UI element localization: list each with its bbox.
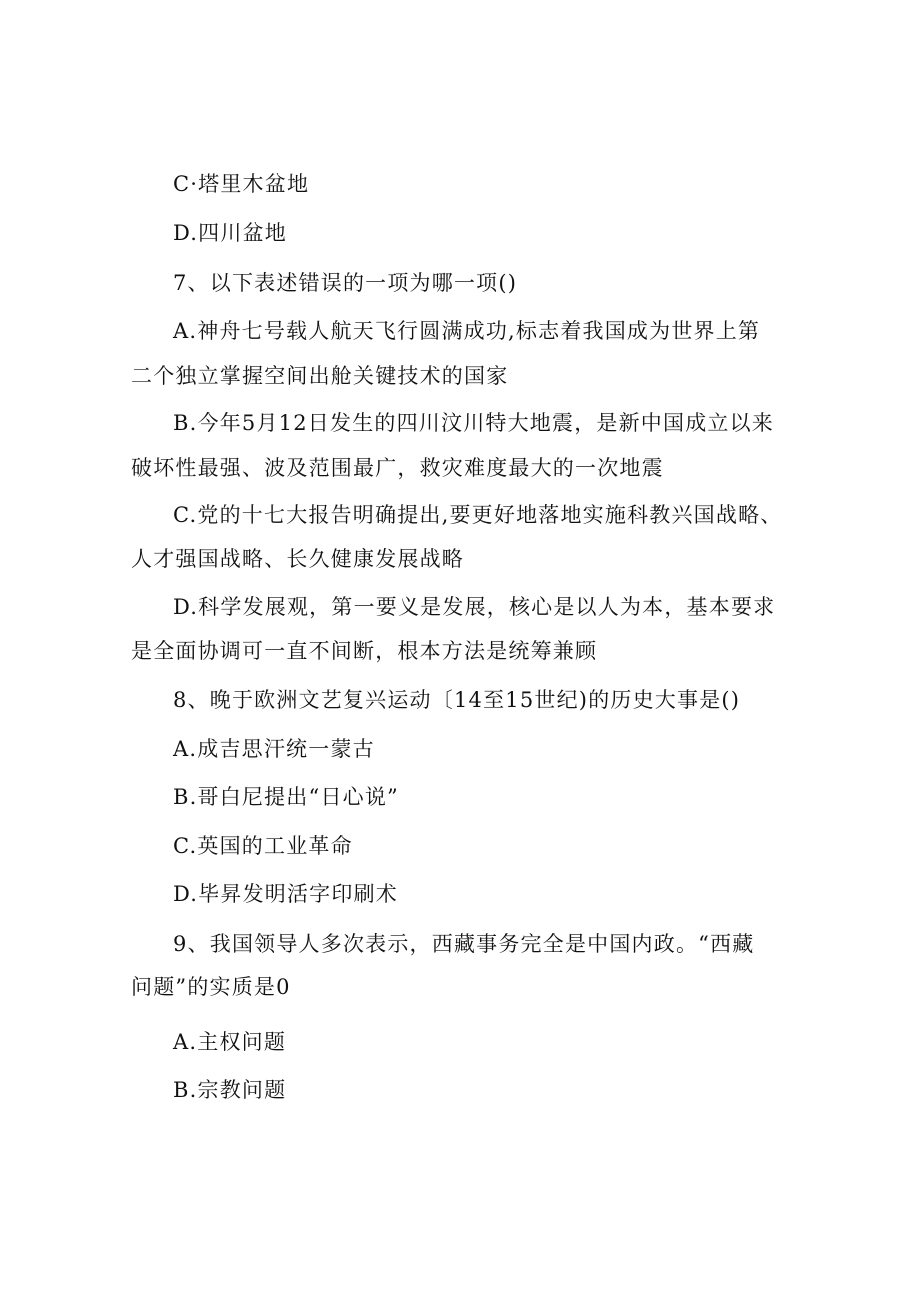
q8-stem: 8、晚于欧洲文艺复兴运动〔14至15世纪)的历史大事是() — [173, 688, 741, 712]
q9-option-a: A.主权问题 — [173, 1030, 287, 1054]
q6-option-d: D.四川盆地 — [173, 221, 287, 245]
q7-option-c-line1: C.党的十七大报告明确提出,要更好地落地实施科教兴国战略、 — [173, 503, 783, 527]
q6-option-c: C·塔里木盆地 — [173, 172, 310, 196]
q9-option-b: B.宗教问题 — [173, 1078, 287, 1102]
q9-stem-line1: 9、我国领导人多次表示，西藏事务完全是中国内政。“西藏 — [173, 932, 755, 956]
q7-option-d-line2: 是全面协调可一直不间断，根本方法是统筹兼顾 — [131, 639, 598, 663]
q7-option-d-line1: D.科学发展观，第一要义是发展，核心是以人为本，基本要求 — [173, 595, 776, 619]
q7-option-c-line2: 人才强国战略、长久健康发展战略 — [131, 547, 464, 571]
q8-option-a: A.成吉思汗统一蒙古 — [173, 737, 375, 761]
q7-option-b-line1: B.今年5月12日发生的四川汶川特大地震，是新中国成立以来 — [173, 411, 774, 435]
q8-option-d: D.毕昇发明活字印刷术 — [173, 882, 398, 906]
q7-stem: 7、以下表述错误的一项为哪一项() — [173, 271, 518, 295]
q9-stem-line2: 问题”的实质是0 — [131, 975, 291, 999]
q7-option-a-line1: A.神舟七号载人航天飞行圆满成功,标志着我国成为世界上第 — [173, 319, 761, 343]
q7-option-b-line2: 破坏性最强、波及范围最广，救灾难度最大的一次地震 — [131, 456, 664, 480]
q8-option-b: B.哥白尼提出“日心说” — [173, 785, 399, 809]
q7-option-a-line2: 二个独立掌握空间出舱关键技术的国家 — [131, 364, 509, 388]
q8-option-c: C.英国的工业革命 — [173, 834, 353, 858]
